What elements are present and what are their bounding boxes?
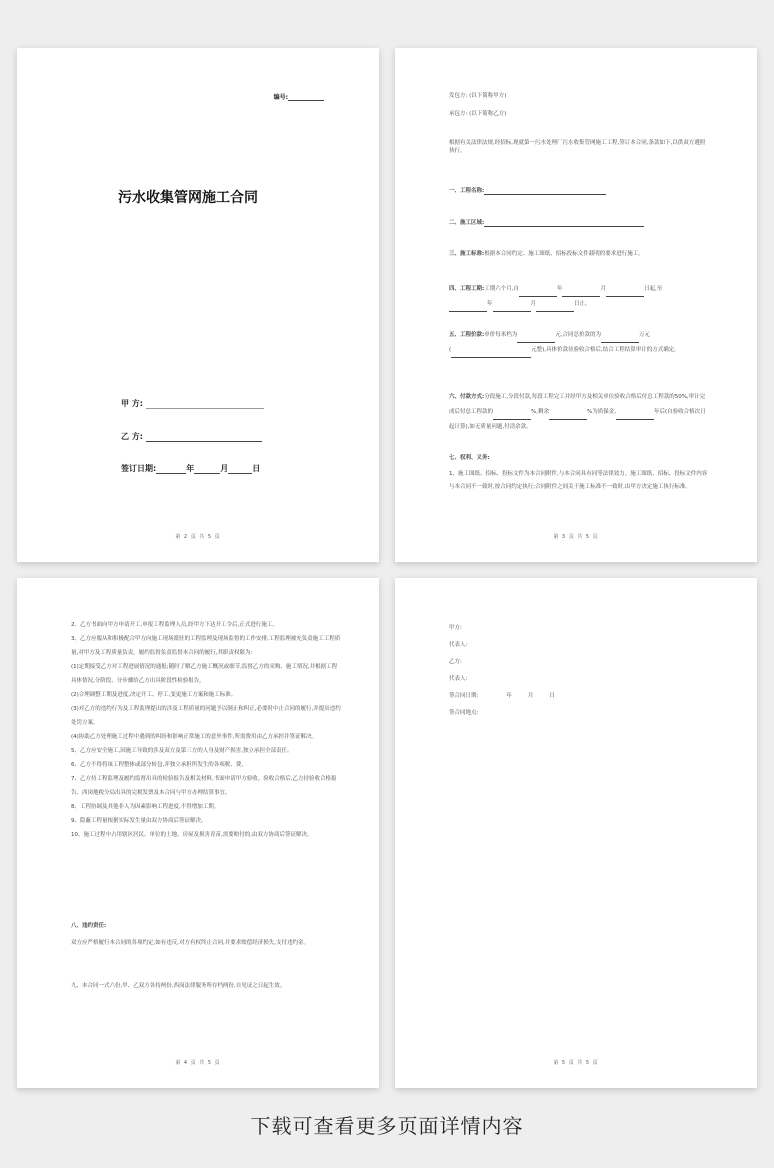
- party-b-sign: 乙方:: [449, 659, 462, 665]
- page-footer: 第 4 页 共 5 页: [175, 1060, 221, 1066]
- sign-date-line: [121, 463, 260, 474]
- year-label: 年: [186, 464, 195, 473]
- sign-place: 签合同地点:: [449, 710, 479, 716]
- clause: (4)协助乙方处理施工过程中遇到的纠纷和影响正常施工的意外事件,所需费用由乙方承担并签证解决。: [71, 734, 318, 740]
- s5-d: 元整),具体价款待验收合格后,结合工程结算审计的方式确定。: [531, 347, 680, 353]
- serial-blank: [288, 94, 324, 101]
- section-1: [449, 187, 709, 195]
- contract-page-3: [395, 48, 757, 562]
- blank: [536, 305, 574, 312]
- section-3-text: 根据本合同约定、施工图纸、招标投标文件载明的要求进行施工。: [484, 251, 644, 257]
- blank: [517, 336, 555, 343]
- rep-a-sign: 代表人:: [449, 642, 468, 648]
- clause: 9、隐蔽工程量根据实际发生量由双方协商后签证解决。: [71, 818, 207, 824]
- contract-page-4: [17, 578, 379, 1088]
- rep-b-sign: 代表人:: [449, 676, 468, 682]
- party-a-sign: 甲方:: [449, 625, 462, 631]
- s5-c: 万元: [638, 332, 650, 338]
- employer-line: 发包方: (以下简称甲方): [449, 93, 507, 99]
- clause: 6、乙方不得将该工程整体或部分转包,并独立承担所发生的各项税、费。: [71, 762, 247, 768]
- day-label: 日: [252, 464, 261, 473]
- sign-date-label: 签订日期:: [121, 464, 157, 473]
- blank: [606, 290, 644, 297]
- page-footer: 第 5 页 共 5 页: [553, 1060, 599, 1066]
- day-label: 日: [549, 693, 555, 699]
- party-b-line: [121, 431, 262, 442]
- section-1-head: 一、工程名称:: [449, 188, 485, 194]
- party-b-blank: [146, 435, 262, 442]
- section-3: [449, 250, 709, 258]
- document-title: 污水收集管网施工合同: [118, 190, 258, 206]
- blank: [562, 290, 600, 297]
- clause: 5、乙方应安全施工,因施工导致的涉及双方及第三方的人身及财产损害,独立承担全部责任。: [71, 748, 293, 754]
- s4-a: 工期六个月,自: [484, 286, 519, 292]
- s6-a: 分段施工,分段付款,每段工程完工并经甲方及相关单位验收合格后付总工程款的50%,审计完成后付总工程款的: [449, 394, 706, 415]
- area-blank: [484, 220, 644, 227]
- section-7-head: 七、权利、义务:: [449, 455, 490, 461]
- download-caption: 下载可查看更多页面详情内容: [250, 1114, 524, 1138]
- s5-b: 元,合同总价款的为: [555, 332, 601, 338]
- s4-c: 月: [600, 286, 606, 292]
- sign-date: [449, 688, 709, 705]
- s4-g: 日止。: [574, 301, 591, 307]
- section-8-head: 八、违约责任:: [71, 923, 107, 929]
- clause: 7、乙方持工程监理及履约监督出具的检验报告及相关材料,书面申请甲方验收。验收合格后,乙方持验收合格报告、西岗地税分局出具的完税发票及本合同与甲方办理结算事宜。: [71, 776, 337, 796]
- section-7-text: 1、施工图纸、招标、投标文件为本合同附件,与本合同具有同等法律效力。施工图纸、招标、投标文件内容与本合同不一致时,按合同约定执行;合同附件之间关于施工标准不一致时,由甲方决定施工执行标准。: [449, 471, 708, 490]
- s4-b: 年: [556, 286, 563, 292]
- s4-d: 日起,至: [643, 286, 663, 292]
- party-b-label: 乙 方:: [121, 432, 143, 441]
- month-blank: [194, 467, 220, 474]
- section-2: [449, 219, 709, 227]
- blank: [449, 305, 487, 312]
- page-footer: 第 3 页 共 5 页: [553, 534, 599, 540]
- year-blank: [156, 467, 186, 474]
- blank: [451, 351, 531, 358]
- party-a-blank: [146, 402, 264, 409]
- section-5-head: 五、工程价款:: [449, 332, 485, 338]
- clause: 8、工程协调及其他非人为因素影响工程进度,不得增加工期。: [71, 804, 220, 810]
- section-9-text: 九、本合同一式六份,甲、乙双方各持两份,西岗法律服务所存档两份,自见证之日起生效。: [71, 983, 286, 989]
- project-name-blank: [484, 188, 606, 195]
- signature-block: [449, 620, 709, 722]
- blank: [519, 290, 557, 297]
- section-4-head: 四、工程工期:: [449, 286, 485, 292]
- clause: 3、乙方应服从和积极配合甲方向施工现场派驻的工程监理及现场监督的工作安排,工程监理被充负责施工工程质量,对甲方及工程质量负责。履约监督负责监督本合同的履行,其职责权限为:: [71, 636, 341, 656]
- blank: [549, 413, 587, 420]
- section-6-head: 六、付款方式:: [449, 394, 485, 400]
- cover-page: [17, 48, 379, 562]
- clause: (2)合理调整工期及进度,决定开工、停工,变更施工方案和施工标准。: [71, 692, 237, 698]
- sign-date-label: 签合同日期:: [449, 693, 479, 699]
- party-a-line: [121, 398, 264, 409]
- page-footer: 第 2 页 共 5 页: [175, 534, 221, 540]
- section-4: [449, 282, 709, 312]
- s4-e: 年: [487, 301, 493, 307]
- blank: [601, 336, 639, 343]
- contractor-line: 承包方: (以下简称乙方): [449, 111, 507, 117]
- clause: 2、乙方书面向甲方申请开工,申报工程监理人员,经甲方下达开工令后,正式进行施工。: [71, 622, 278, 628]
- section-3-head: 三、施工标准:: [449, 251, 485, 257]
- s6-d: 年后(自验收合格次日起计算),如无质量问题,付清余款。: [449, 409, 706, 430]
- party-a-label: 甲 方:: [121, 399, 143, 408]
- section-2-head: 二、施工区域:: [449, 220, 485, 226]
- clause: (3)对乙方的违约行为及工程监理提出的涉及工程质量的问题予以制止和纠正,必要时中止合同的履行,并提出违约处罚方案。: [71, 706, 341, 726]
- blank: [493, 413, 531, 420]
- blank: [616, 413, 654, 420]
- serial-label: 编号:: [273, 94, 288, 101]
- section-5: 五、工程价款:单价每米档为 元,合同总价款的为 万元 ( 元整),具体价款待验收合格后,结合工程结算审计的方式确定。: [449, 328, 709, 358]
- month-label: 月: [220, 464, 229, 473]
- year-label: 年: [506, 693, 512, 699]
- clauses: [71, 618, 341, 842]
- s6-c: %为质保金,: [587, 409, 616, 415]
- blank: [493, 305, 531, 312]
- signature-page: [395, 578, 757, 1088]
- intro-paragraph: 根据有关法律法规,经招标,现就第一污水处理厂污水收集管网施工工程,签订本合同,条款如下,以供双方遵照执行。: [449, 140, 706, 154]
- serial-number: [274, 92, 324, 101]
- section-6: [449, 390, 709, 435]
- day-blank: [228, 467, 252, 474]
- s4-f: 月: [530, 301, 537, 307]
- s6-b: %,剩余: [531, 409, 549, 415]
- s5-a: 单价每米档为: [484, 332, 518, 338]
- section-8-text: 双方应严格履行本合同的各项约定,如有违反,对方有权终止合同,并要求赔偿经济损失,支付违约金。: [71, 940, 309, 946]
- month-label: 月: [527, 693, 534, 699]
- clause: 10、施工过程中占用辖区居民、单位的土地、房屋及损害青苗,需要赔付的,由双方协商后签证解决。: [71, 832, 313, 838]
- clause: (1)定期接受乙方对工程进展情况的通报;随时了解乙方施工概况或细节,监督乙方的采购、施工情况,并根据工程具体情况,分阶段、分步骤给乙方出具阶段性检验报告。: [71, 664, 338, 684]
